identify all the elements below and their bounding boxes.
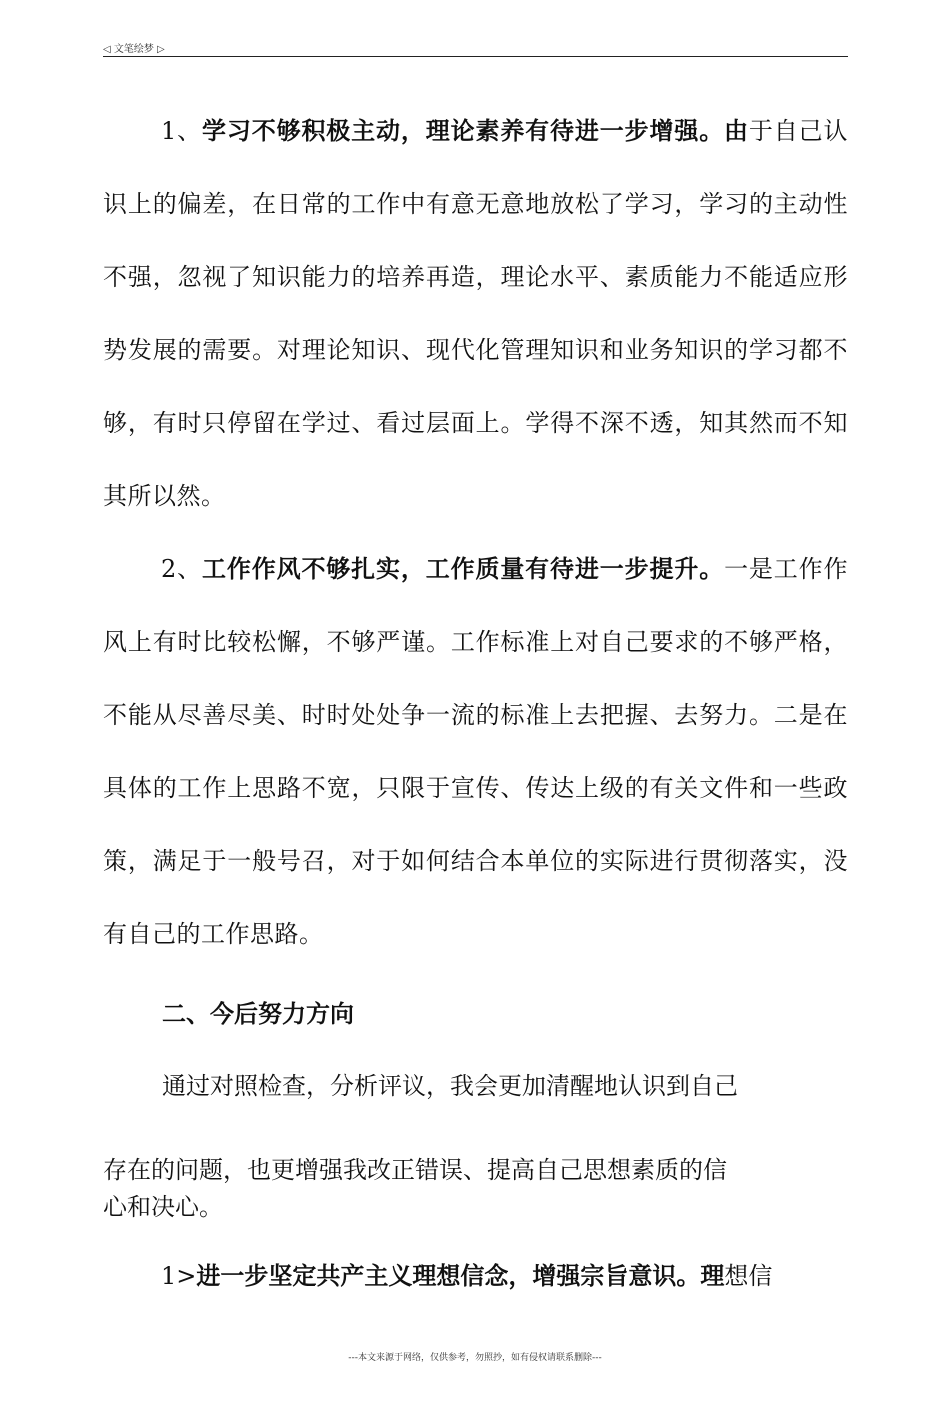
paragraph-3-line-1: 通过对照检查，分析评议，我会更加清醒地认识到自己 — [162, 1072, 738, 1100]
paragraph-2 — [103, 533, 848, 971]
paragraph-4-text: 想信 — [724, 1262, 773, 1290]
paragraph-4-number: 1> — [161, 1262, 197, 1290]
section-heading: 二、今后努力方向 — [162, 1000, 354, 1028]
page-header — [103, 40, 848, 57]
paragraph-1-heading: 学习不够积极主动，理论素养有待进一步增强。由 — [202, 117, 749, 145]
document-body — [103, 95, 848, 971]
paragraph-4 — [103, 1252, 848, 1300]
paragraph-2-text: 一是工作作风上有时比较松懈，不够严谨。工作标准上对自己要求的不够严格，不能从尽善尽美、时时处处争一流的标准上去把握、去努力。二是在具体的工作上思路不宽，只限于宣传、传达上级的有关文件和一些政策，满足于一般号召，对于如何结合本单位的实际进行贯彻落实，没有自己的工作思路。 — [103, 555, 849, 948]
paragraph-2-number: 2、 — [161, 555, 202, 583]
paragraph-1 — [103, 95, 848, 533]
paragraph-3-line-3: 心和决心。 — [103, 1193, 223, 1221]
paragraph-4-heading: 进一步坚定共产主义理想信念，增强宗旨意识。理 — [196, 1262, 725, 1290]
paragraph-3-line-2: 存在的问题，也更增强我改正错误、提高自己思想素质的信 — [103, 1156, 727, 1184]
page-footer: ---本文来源于网络，仅供参考，勿照抄，如有侵权请联系删除--- — [348, 1353, 602, 1363]
paragraph-1-text: 于自己认识上的偏差，在日常的工作中有意无意地放松了学习，学习的主动性不强，忽视了知识能力的培养再造，理论水平、素质能力不能适应形势发展的需要。对理论知识、现代化管理知识和业务知识的学习都不够，有时只停留在学过、看过层面上。学得不深不透，知其然而不知其所以然。 — [103, 117, 849, 510]
header-logo-text: ◁ 文笔绘梦 ▷ — [103, 44, 165, 55]
paragraph-1-number: 1、 — [161, 117, 202, 145]
paragraph-2-heading: 工作作风不够扎实，工作质量有待进一步提升。 — [202, 555, 725, 583]
